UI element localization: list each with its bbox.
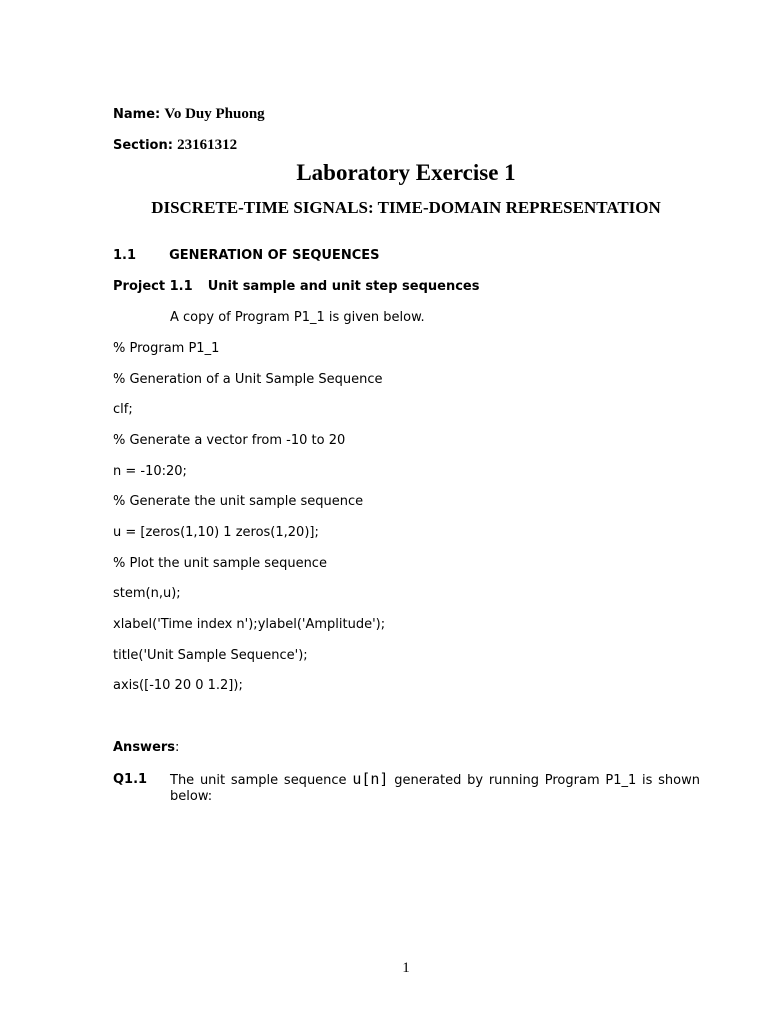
name-value: Vo Duy Phuong bbox=[164, 106, 265, 122]
page-number: 1 bbox=[402, 960, 410, 976]
code-line: title('Unit Sample Sequence'); bbox=[113, 648, 308, 663]
code-line: % Generation of a Unit Sample Sequence bbox=[113, 372, 383, 387]
section-heading-text: GENERATION OF SEQUENCES bbox=[169, 248, 380, 263]
section-label: Section: bbox=[113, 138, 173, 153]
section-value: 23161312 bbox=[177, 137, 238, 153]
code-line: axis([-10 20 0 1.2]); bbox=[113, 678, 243, 693]
intro-text: A copy of Program P1_1 is given below. bbox=[170, 310, 425, 325]
page-title: Laboratory Exercise 1 bbox=[296, 160, 516, 185]
code-line: u = [zeros(1,10) 1 zeros(1,20)]; bbox=[113, 525, 319, 540]
section-number: 1.1 bbox=[113, 248, 137, 263]
name-line bbox=[113, 106, 265, 123]
code-line: % Generate the unit sample sequence bbox=[113, 494, 364, 509]
question-label: Q1.1 bbox=[113, 772, 148, 787]
code-line: xlabel('Time index n');ylabel('Amplitude'); bbox=[113, 617, 386, 632]
question-text-after: generated by running Program P1_1 is shown below: bbox=[170, 773, 700, 804]
project-label: Project 1.1 bbox=[113, 279, 193, 294]
section-line bbox=[113, 137, 237, 154]
code-line: stem(n,u); bbox=[113, 586, 181, 601]
answers-label: Answers bbox=[113, 740, 176, 755]
project-heading bbox=[113, 279, 479, 294]
question-text-before: The unit sample sequence bbox=[170, 773, 353, 788]
question-text bbox=[170, 771, 700, 805]
answers-heading bbox=[113, 740, 179, 755]
code-line: % Generate a vector from -10 to 20 bbox=[113, 433, 346, 448]
signal-symbol: u[n] bbox=[352, 770, 389, 788]
section-heading bbox=[113, 248, 379, 263]
code-line: n = -10:20; bbox=[113, 464, 187, 479]
name-label: Name: bbox=[113, 107, 161, 122]
code-line: % Program P1_1 bbox=[113, 341, 220, 356]
project-text: Unit sample and unit step sequences bbox=[207, 279, 480, 294]
code-line: clf; bbox=[113, 402, 133, 417]
page-subtitle: DISCRETE-TIME SIGNALS: TIME-DOMAIN REPRESENTATION bbox=[151, 198, 661, 217]
code-line: % Plot the unit sample sequence bbox=[113, 556, 327, 571]
answers-colon: : bbox=[175, 740, 180, 755]
